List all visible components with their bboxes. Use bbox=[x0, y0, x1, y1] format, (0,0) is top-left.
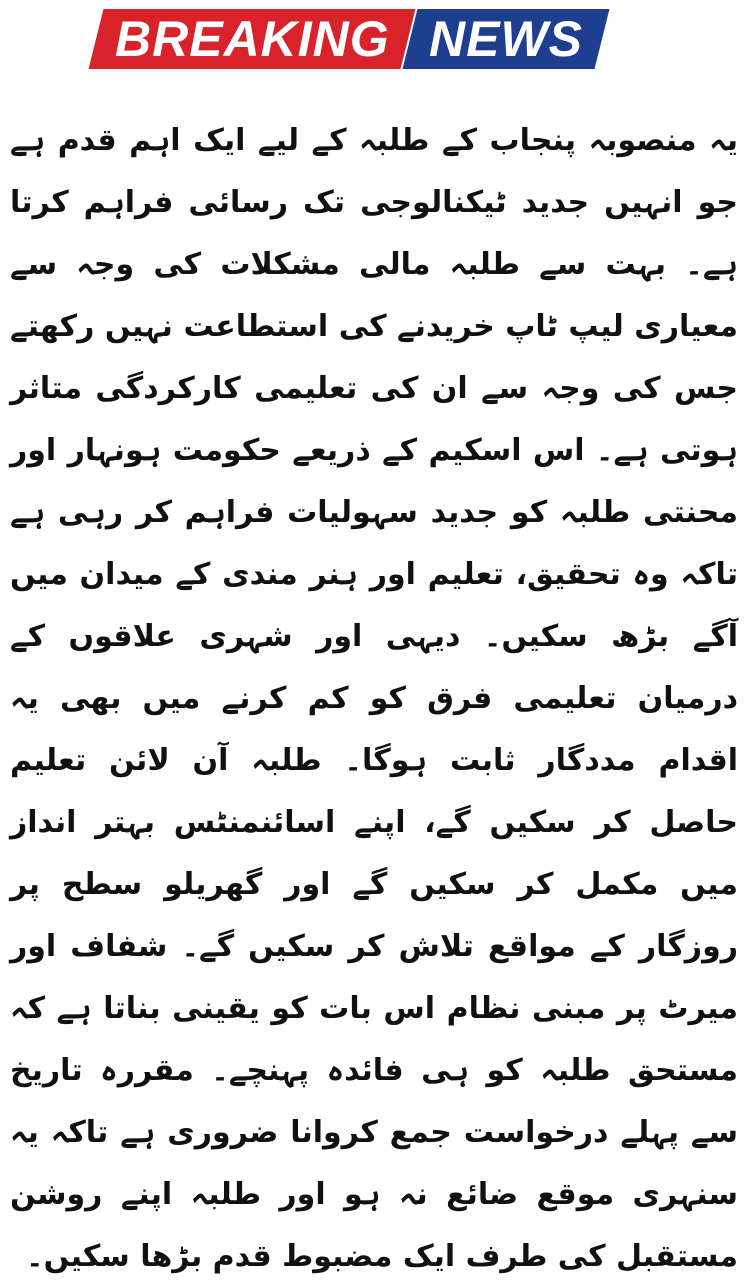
banner-news-text: NEWS bbox=[429, 11, 583, 67]
banner-news-block bbox=[402, 6, 610, 72]
breaking-news-banner bbox=[96, 6, 606, 72]
banner-breaking-text: BREAKING bbox=[114, 11, 390, 67]
article-body: یہ منصوبہ پنجاب کے طلبہ کے لیے ایک اہم قدم ہے جو انہیں جدید ٹیکنالوجی تک رسائی فراہم کرتا ہے۔ بہت سے طلبہ مالی مشکلات کی وجہ سے معیاری لیپ ٹاپ خریدنے کی استطاعت نہیں رکھتے جس کی وجہ سے ان کی تعلیمی کارکردگی متاثر ہوتی ہے۔ اس اسکیم کے ذریعے حکومت ہونہار اور محنتی طلبہ کو جدید سہولیات فراہم کر رہی ہے تاکہ وہ تحقیق، تعلیم اور ہنر مندی کے میدان میں آگے بڑھ سکیں۔ دیہی اور شہری علاقوں کے درمیان تعلیمی فرق کو کم کرنے میں بھی یہ اقدام مددگار ثابت ہوگا۔ طلبہ آن لائن تعلیم حاصل کر سکیں گے، اپنے اسائنمنٹس بہتر انداز میں مکمل کر سکیں گے اور گھریلو سطح پر روزگار کے مواقع تلاش کر سکیں گے۔ شفاف اور میرٹ پر مبنی نظام اس بات کو یقینی بناتا ہے کہ مستحق طلبہ کو ہی فائدہ پہنچے۔ مقررہ تاریخ سے پہلے درخواست جمع کروانا ضروری ہے تاکہ یہ سنہری موقع ضائع نہ ہو اور طلبہ اپنے روشن مستقبل کی طرف ایک مضبوط قدم بڑھا سکیں۔ bbox=[10, 123, 738, 1274]
banner-breaking-block bbox=[88, 6, 416, 72]
